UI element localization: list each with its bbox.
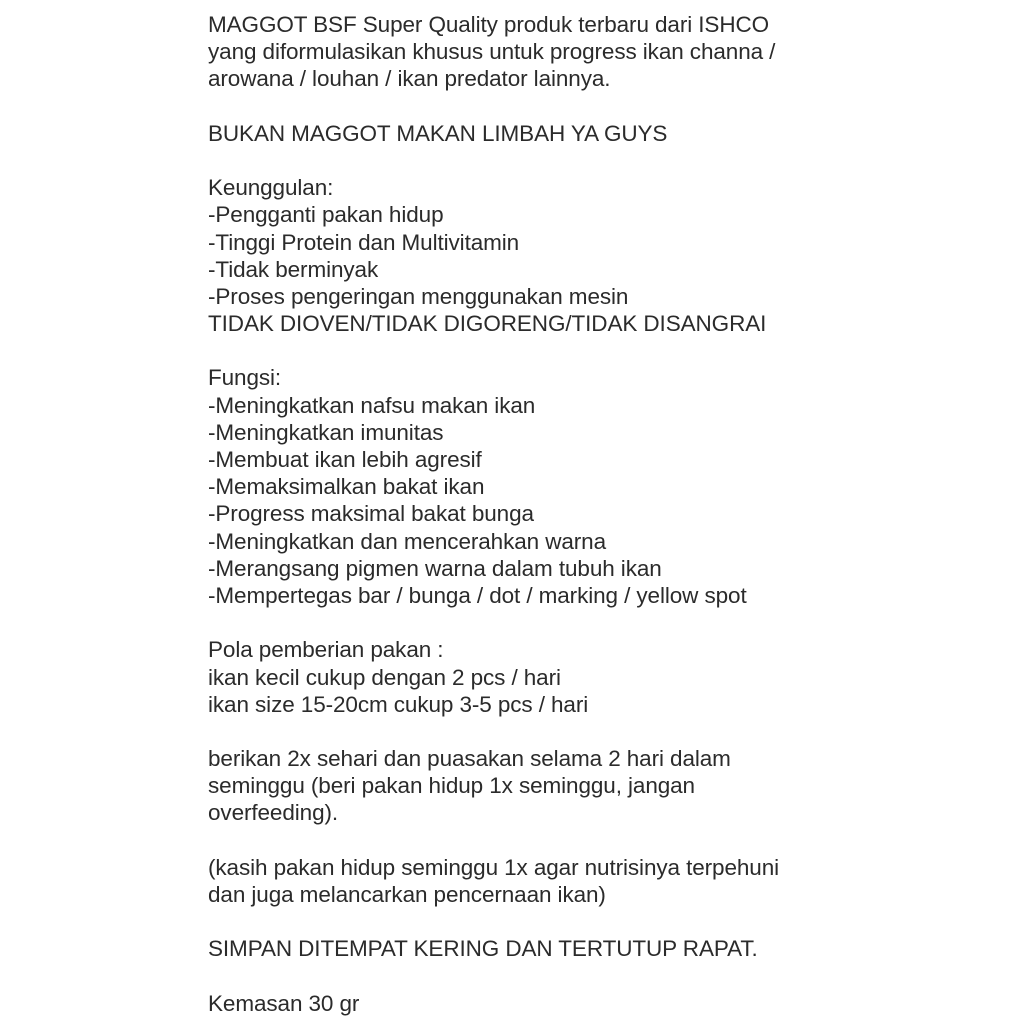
blank-line bbox=[208, 93, 998, 120]
schedule-line: seminggu (beri pakan hidup 1x seminggu, jangan bbox=[208, 773, 695, 799]
intro-line: arowana / louhan / ikan predator lainnya. bbox=[208, 66, 611, 92]
blank-line bbox=[208, 963, 998, 990]
function-item: -Merangsang pigmen warna dalam tubuh ikan bbox=[208, 555, 662, 581]
blank-line bbox=[208, 337, 998, 364]
advantage-item: -Tinggi Protein dan Multivitamin bbox=[208, 229, 520, 255]
function-item: -Memaksimalkan bakat ikan bbox=[208, 474, 485, 500]
schedule-line: berikan 2x sehari dan puasakan selama 2 hari dalam bbox=[208, 746, 731, 772]
function-item: -Progress maksimal bakat bunga bbox=[208, 501, 534, 527]
advantage-item: -Pengganti pakan hidup bbox=[208, 202, 444, 228]
product-description-text bbox=[208, 11, 998, 1017]
function-item: -Meningkatkan imunitas bbox=[208, 419, 444, 445]
schedule-line: overfeeding). bbox=[208, 800, 339, 826]
intro-line: yang diformulasikan khusus untuk progress ikan channa / bbox=[208, 39, 776, 65]
advantage-item: -Proses pengeringan menggunakan mesin bbox=[208, 283, 629, 309]
tip-line: (kasih pakan hidup seminggu 1x agar nutrisinya terpehuni bbox=[208, 854, 780, 880]
notice-line: BUKAN MAGGOT MAKAN LIMBAH YA GUYS bbox=[208, 120, 668, 146]
feeding-line: ikan size 15-20cm cukup 3-5 pcs / hari bbox=[208, 691, 589, 717]
functions-heading: Fungsi: bbox=[208, 365, 282, 391]
storage-line: SIMPAN DITEMPAT KERING DAN TERTUTUP RAPAT. bbox=[208, 936, 758, 962]
function-item: -Meningkatkan dan mencerahkan warna bbox=[208, 528, 606, 554]
blank-line bbox=[208, 147, 998, 174]
advantage-item: -Tidak berminyak bbox=[208, 256, 379, 282]
function-item: -Meningkatkan nafsu makan ikan bbox=[208, 392, 536, 418]
blank-line bbox=[208, 827, 998, 854]
blank-line bbox=[208, 609, 998, 636]
package-line: Kemasan 30 gr bbox=[208, 990, 360, 1016]
function-item: -Membuat ikan lebih agresif bbox=[208, 447, 482, 472]
advantages-heading: Keunggulan: bbox=[208, 175, 334, 201]
intro-line: MAGGOT BSF Super Quality produk terbaru dari ISHCO bbox=[208, 12, 770, 37]
feeding-line: ikan kecil cukup dengan 2 pcs / hari bbox=[208, 664, 561, 690]
feeding-heading: Pola pemberian pakan : bbox=[208, 637, 444, 663]
blank-line bbox=[208, 718, 998, 745]
blank-line bbox=[208, 908, 998, 935]
advantages-note: TIDAK DIOVEN/TIDAK DIGORENG/TIDAK DISANGRAI bbox=[208, 311, 767, 337]
tip-line: dan juga melancarkan pencernaan ikan) bbox=[208, 882, 606, 907]
function-item: -Mempertegas bar / bunga / dot / marking / yellow spot bbox=[208, 582, 747, 608]
